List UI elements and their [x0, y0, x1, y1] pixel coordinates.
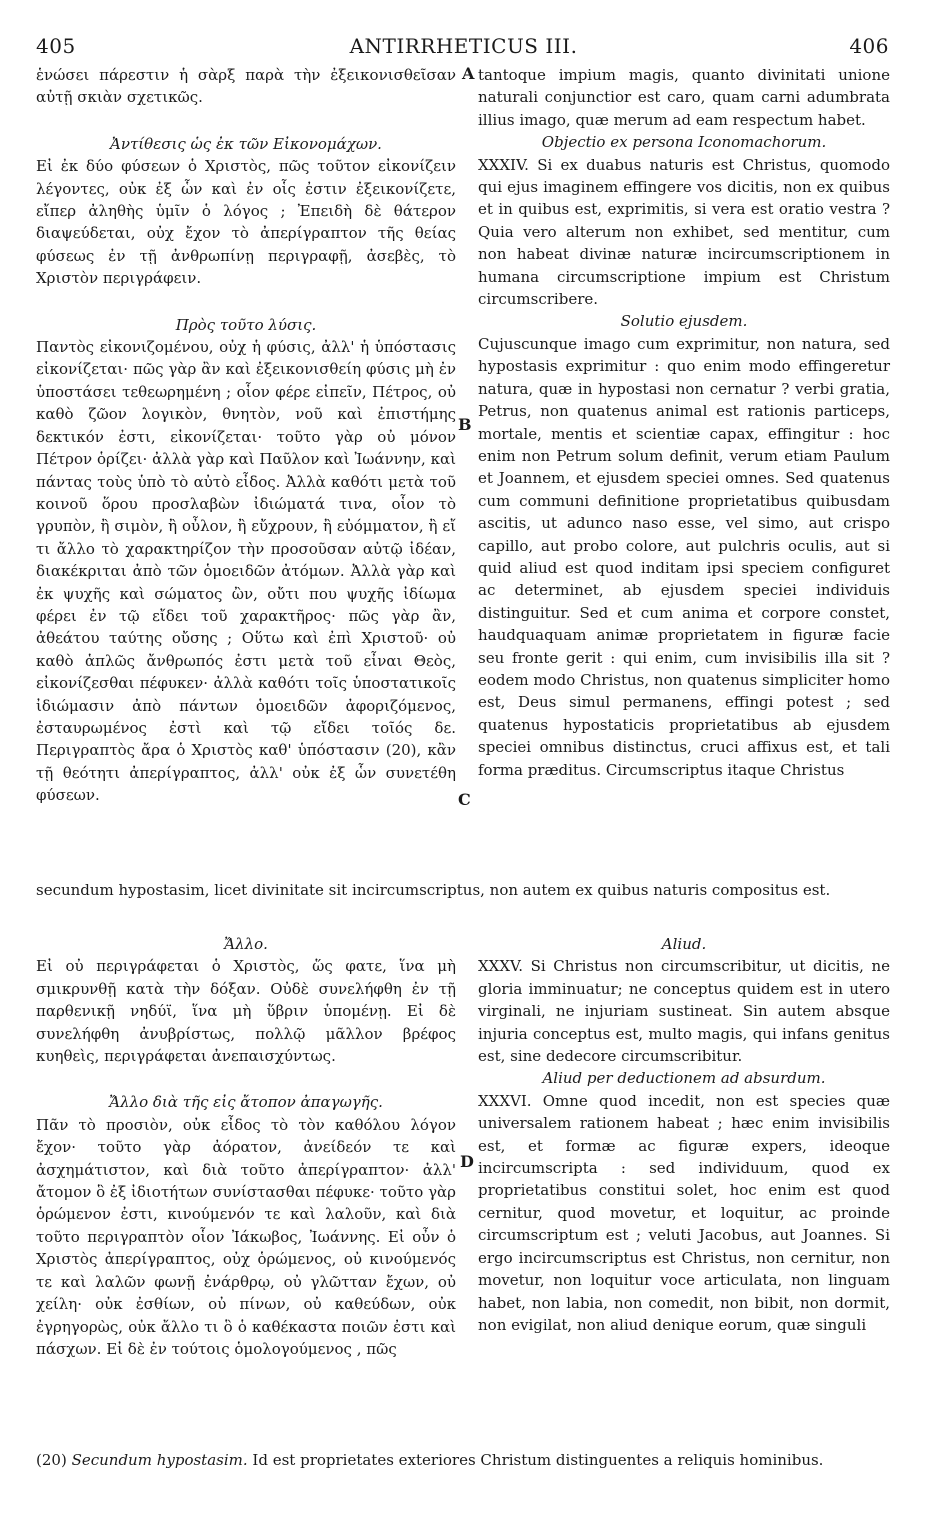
greek-paragraph-5: Πᾶν τὸ προσιὸν, οὐκ εἶδος τὸ τὸν καθόλου λόγον ἔχον· τοῦτο γὰρ ἀόρατον, ἀνείδεόν τε καὶ ἀσχημάτιστον, καὶ διὰ τοῦτο ἀπερίγραπτον· ἀλλ' ἄτομον ὃ ἐξ ἰδιοτήτων συνίστασθαι πέφυκε· τοῦτο γὰρ ὁρώμενον ἐστι, κινούμενόν τε καὶ λαλοῦν, καὶ διὰ τοῦτο περιγραπτὸν οἷον Ἰάκωβος, Ἰωάννης. Εἰ οὖν ὁ Χριστὸς ἀπερίγραπτος, οὐχ ὁρώμενος, οὐ κινούμενός τε καὶ λαλῶν φωνῇ ἐνάρθρῳ, οὐ γλῶτταν ἔχων, οὐ χείλη· οὐκ ἐσθίων, οὐ πίνων, οὐ καθεύδων, οὐκ ἐγρηγορὼς, οὐκ ἄλλο τι ὃ ὁ καθέκαστα ποιῶν ἐστι καὶ πάσχων. Εἰ δὲ ἐν τούτοις ὁμολογούμενος , πῶς: [36, 1115, 456, 1358]
margin-marker-c: C: [458, 790, 471, 809]
greek-paragraph-3: Παντὸς εἰκονιζομένου, οὐχ ἡ φύσις, ἀλλ' ἡ ὑπόστασις εἰκονίζεται· πῶς γὰρ ἂν καὶ ἐξεικονισθείη φύσις μὴ ἐν ὑποστάσει τεθεωρημένη ; οἷον φέρε εἰπεῖν, Πέτρος, οὐ καθὸ ζῶον λογικὸν, θνητὸν, νοῦ καὶ ἐπιστήμης δεκτικόν ἐστι, εἰκονίζεται· τοῦτο γὰρ οὐ μόνον Πέτρον ὁρίζει· ἀλλὰ γὰρ καὶ Παῦλον καὶ Ἰωάννην, καὶ πάντας τοὺς ὑπὸ τὸ αὐτὸ εἶδος. Ἀλλὰ καθότι μετὰ τοῦ κοινοῦ ὅρου προσλαβὼν ἰδιώματά τινα, οἷον τὸ γρυπὸν, ἢ σιμὸν, ἢ οὖλον, ἢ εὔχρουν, ἢ εὐόμματον, ἢ εἴ τι ἄλλο τὸ χαρακτηρίζον τὴν προσοῦσαν αὐτῷ ἰδέαν, διακέκριται ἀπὸ τῶν ὁμοειδῶν ἀτόμων. Ἀλλὰ γὰρ καὶ ἐκ ψυχῆς καὶ σώματος ὢν, οὔτι που ψυχῆς ἰδίωμα φέρει ἐν τῷ εἴδει τοῦ χαρακτῆρος· πῶς γὰρ ἂν, ἀθεάτου ταύτης οὔσης ; Οὕτω καὶ ἐπὶ Χριστοῦ· οὐ καθὸ ἁπλῶς ἄνθρωπός ἐστι μετὰ τοῦ εἶναι Θεὸς, εἰκονίζεσθαι πέφυκεν· ἀλλὰ καθότι τοῖς ὑποστατικοῖς ἰδιώμασιν ἀπὸ πάντων ὁμοειδῶν ἀφοριζόμενος, ἐσταυρωμένος ἐστὶ καὶ τῷ εἴδει τοῖός δε. Περιγραπτὸς ἄρα ὁ Χριστὸς καθ' ὑπόστασιν (20), κἂν τῇ θεότητι ἀπερίγραπτος, ἀλλ' οὐκ ἐξ ὧν συνετέθη φύσεων.: [36, 338, 456, 805]
latin-column: [478, 64, 890, 781]
latin-paragraph-5: XXXVI. Omne quod incedit, non est species quæ universalem rationem habeat ; hæc enim invisibilis est, et formæ ac figuræ expers, ideoque incircumscripta : sed individuum, quod ex proprietatibus constitui solet, hoc enim est quod cernitur, quod movetur, et loquitur, ac proinde circumscriptum est ; veluti Jacobus, aut Joannes. Si ergo incircumscriptus est Christus, non cernitur, non movetur, non loquitur voce articulata, non linguam habet, non labia, non comedit, non bibit, non dormit, non evigilat, non aliud denique eorum, quæ singuli: [478, 1091, 890, 1334]
latin-paragraph-4: XXXV. Si Christus non circumscribitur, ut dicitis, ne gloria imminuatur; ne conceptus quidem est in utero virginali, ne injuriam sustineat. Sin autem absque injuria conceptus est, multo magis, qui infans genitus est, sine dedecore circumscribitur.: [478, 957, 890, 1066]
greek-heading-antithesis: Ἀντίθεσις ὡς ἐκ τῶν Εἰκονομάχων.: [110, 134, 382, 153]
latin-heading-aliud: Aliud.: [661, 935, 707, 953]
running-title: ANTIRRHETICUS III.: [349, 34, 578, 58]
latin-heading-absurdum: Aliud per deductionem ad absurdum.: [542, 1069, 826, 1088]
margin-marker-d: D: [460, 1152, 474, 1171]
page-number-left: 405: [36, 34, 76, 58]
greek-paragraph-2: Εἰ ἐκ δύο φύσεων ὁ Χριστὸς, πῶς τοῦτον εἰκονίζειν λέγοντες, οὐκ ἐξ ὧν καὶ ἐν οἷς ἐστιν ἐξεικονίζετε, εἴπερ ἀληθὴς ὑμῖν ὁ λόγος ; Ἐπειδὴ δὲ θάτερον διαψεύδεται, οὐχ ἔχον τὸ ἀπερίγραπτον τῆς θείας φύσεως ἐν τῇ ἀνθρωπίνῃ περιγραφῇ, ἀσεβὲς, τὸ Χριστὸν περιγράφειν.: [36, 157, 456, 288]
margin-marker-b: B: [458, 415, 472, 434]
latin-column-lower: [478, 933, 890, 1336]
latin-heading-solution: Solutio ejusdem.: [620, 312, 748, 331]
greek-column-lower: [36, 933, 456, 1360]
greek-heading-solution: Πρὸς τοῦτο λύσις.: [175, 315, 317, 334]
page-number-right: 406: [849, 34, 889, 58]
greek-paragraph-4: Εἰ οὐ περιγράφεται ὁ Χριστὸς, ὥς φατε, ἵνα μὴ σμικρυνθῇ κατὰ τὴν δόξαν. Οὐδὲ συνελήφθη ἐν τῇ παρθενικῇ νηδύϊ, ἵνα μὴ ὕβριν ὑπομένῃ. Εἰ δὲ συνελήφθη ἀνυβρίστως, πολλῷ μᾶλλον βρέφος κυηθεὶς, περιγράφεται ἀνεπαισχύντως.: [36, 957, 456, 1066]
latin-paragraph-2: XXXIV. Si ex duabus naturis est Christus, quomodo qui ejus imaginem effingere vos dicitis, non ex quibus et in quibus est, exprimitis, si vera est oratio vestra ? Quia vero alterum non exhibet, sed mentitur, cum non habeat divinæ naturæ incircumscriptionem in humana circumscriptione impium est Christum circumscribere.: [478, 155, 890, 309]
greek-paragraph-1: ἑνώσει πάρεστιν ἡ σὰρξ παρὰ τὴν ἐξεικονισθεῖσαν αὐτῇ σκιὰν σχετικῶς.: [36, 66, 456, 107]
greek-heading-aliud: Ἄλλο.: [224, 935, 268, 953]
margin-marker-a: A: [462, 64, 475, 83]
greek-column: [36, 64, 456, 807]
footnote-text: Id est proprietates exteriores Christum distinguentes a reliquis hominibus.: [252, 1451, 824, 1469]
greek-heading-absurdum: Ἄλλο διὰ τῆς εἰς ἄτοπον ἀπαγωγῆς.: [109, 1093, 383, 1112]
latin-paragraph-3: Cujuscunque imago cum exprimitur, non natura, sed hypostasis exprimitur : quo enim modo effingeretur natura, quæ in hypostasi non cernatur ? verbi gratia, Petrus, non quatenus animal est rationis particeps, mortale, mentis et scientiæ capax, effingitur : hoc enim non Petrum solum definit, verum etiam Paulum et Joannem, et ejusdem speciei omnes. Sed quatenus cum communi definitione proprietatibus quibusdam ascitis, ut adunco naso esse, vel simo, aut crispo capillo, aut probo colore, aut pulchris oculis, aut si quid aliud est quod inditam ipsi speciem configuret ac determinet, ab ejusdem speciei individuis distinguitur. Sed et cum anima et corpore constet, haudquaquam animæ proprietatem in figuræ facie seu fronte gerit : qui enim, cum invisibilis illa sit ? eodem modo Christus, non quatenus simpliciter homo est, Deus simul permanens, effingi potest ; sed quatenus hypostaticis proprietatibus ab ejusdem speciei omnibus distinctus, cruci affixus est, et tali forma præditus. Circumscriptus itaque Christus: [478, 334, 890, 779]
footnote-reference: Secundum hypostasim.: [71, 1451, 248, 1469]
footnote-number: (20): [36, 1451, 67, 1469]
footnote: [36, 1450, 890, 1470]
latin-heading-objection: Objectio ex persona Iconomachorum.: [541, 133, 827, 152]
latin-paragraph-1: tantoque impium magis, quanto divinitati unione naturali conjunctior est caro, quam carni adumbrata illius imago, quæ merum ad eam respectum habet.: [478, 66, 890, 129]
spanning-line: secundum hypostasim, licet divinitate sit incircumscriptus, non autem ex quibus naturis compositus est.: [36, 881, 831, 899]
